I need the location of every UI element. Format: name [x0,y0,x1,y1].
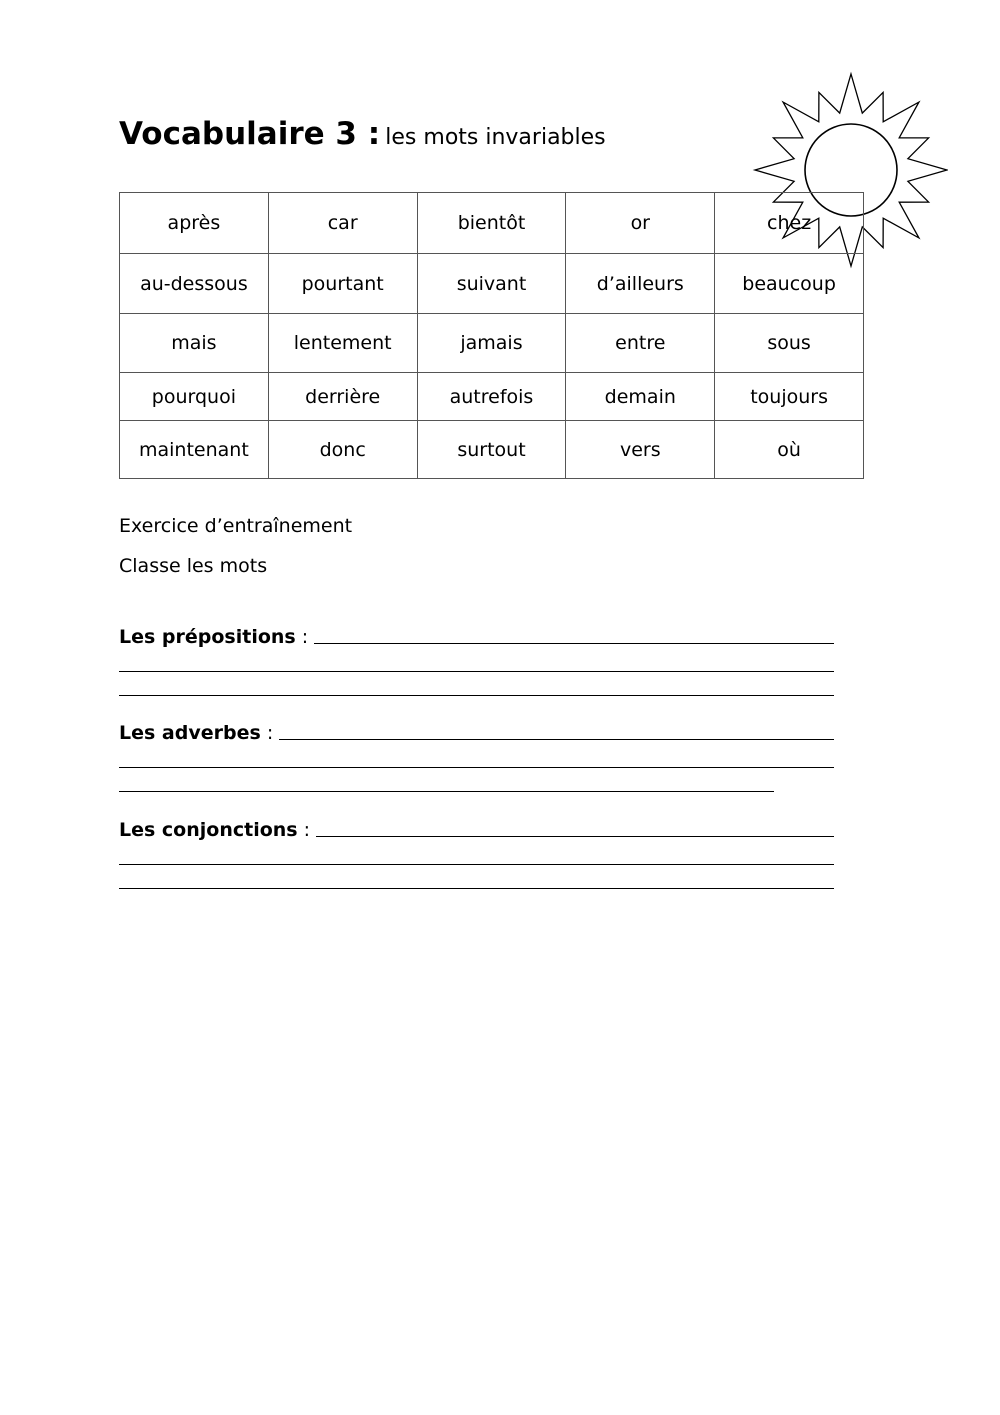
table-row [120,254,864,314]
answer-line[interactable] [119,791,774,792]
table-row [120,193,864,254]
table-cell: chez [715,193,864,254]
table-cell: où [715,421,864,479]
table-cell: car [268,193,417,254]
table-cell: toujours [715,373,864,421]
page-title [119,116,606,152]
table-cell: surtout [417,421,566,479]
category-adverbs [119,720,834,792]
answer-line[interactable] [119,888,834,889]
table-cell: entre [566,314,715,373]
table-cell: donc [268,421,417,479]
category-label: Les adverbes [119,722,261,744]
category-colon: : [297,819,317,841]
table-cell: lentement [268,314,417,373]
answer-line[interactable] [119,695,834,696]
answer-line[interactable] [316,835,834,837]
table-cell: pourquoi [120,373,269,421]
table-row [120,373,864,421]
category-label: Les prépositions [119,626,296,648]
title-subtitle: les mots invariables [385,125,606,150]
table-row [120,314,864,373]
table-cell: autrefois [417,373,566,421]
category-prepositions [119,624,834,696]
category-label: Les conjonctions [119,819,298,841]
category-colon: : [295,626,315,648]
table-cell: vers [566,421,715,479]
category-colon: : [260,722,280,744]
table-cell: d’ailleurs [566,254,715,314]
table-cell: au-dessous [120,254,269,314]
table-cell: bientôt [417,193,566,254]
category-conjunctions [119,817,834,889]
exercise-instruction: Classe les mots [119,555,268,577]
answer-line[interactable] [119,767,834,768]
title-main: Vocabulaire 3 : [119,116,381,152]
table-row [120,421,864,479]
table-cell: jamais [417,314,566,373]
answer-line[interactable] [314,642,834,644]
table-cell: après [120,193,269,254]
table-cell: suivant [417,254,566,314]
vocabulary-table [119,192,864,479]
table-cell: beaucoup [715,254,864,314]
answer-line[interactable] [119,864,834,865]
exercise-heading: Exercice d’entraînement [119,515,353,537]
table-cell: demain [566,373,715,421]
table-cell: pourtant [268,254,417,314]
table-cell: mais [120,314,269,373]
table-cell: maintenant [120,421,269,479]
table-cell: sous [715,314,864,373]
table-cell: derrière [268,373,417,421]
answer-line[interactable] [119,671,834,672]
table-cell: or [566,193,715,254]
answer-line[interactable] [279,738,834,740]
